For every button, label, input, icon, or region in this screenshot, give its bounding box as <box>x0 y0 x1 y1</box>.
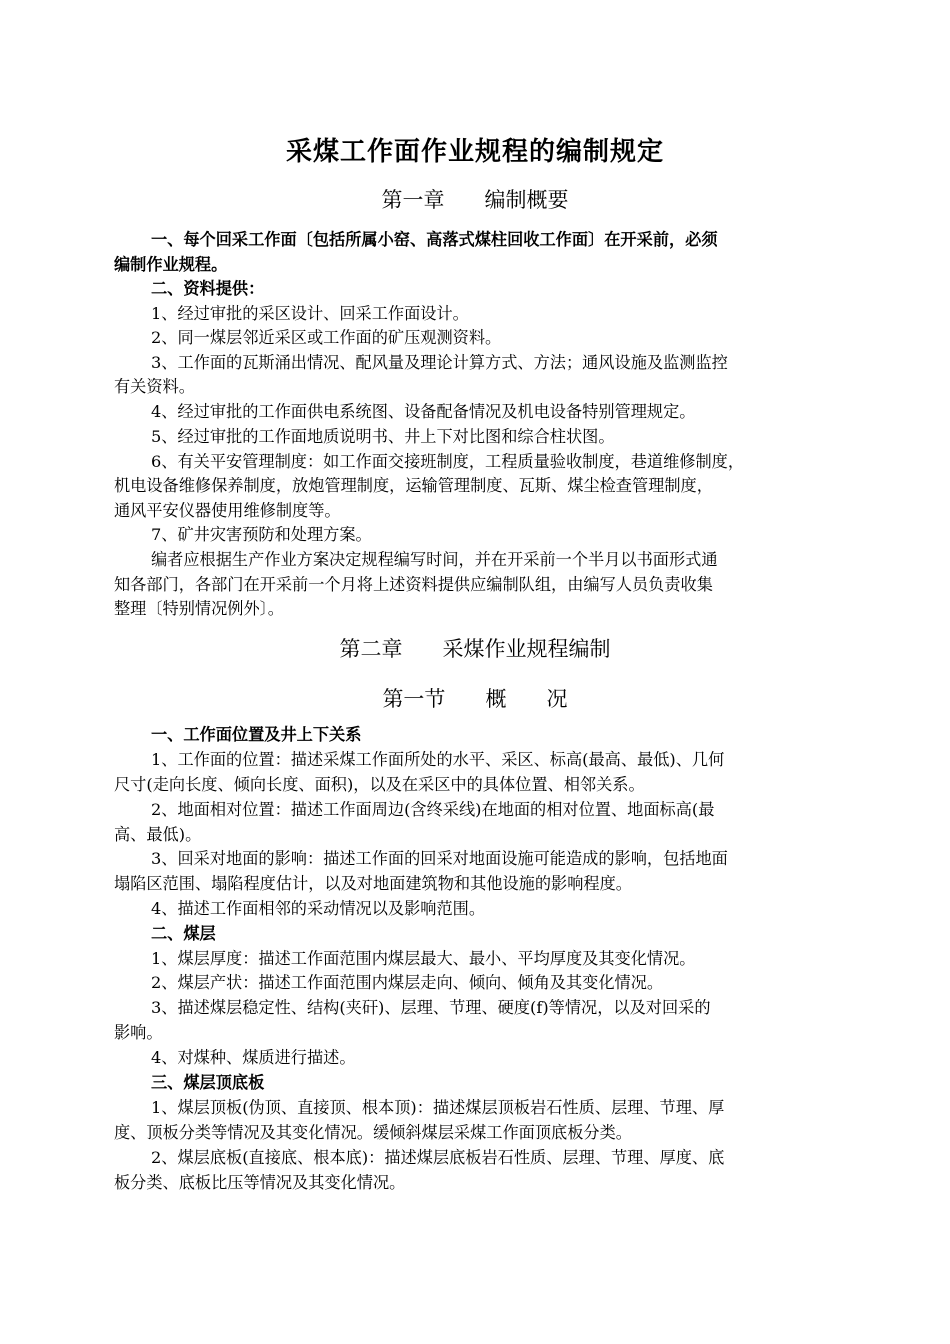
list-item: 尺寸(走向长度、倾向长度、面积)，以及在采区中的具体位置、相邻关系。 <box>114 775 645 794</box>
list-item: 有关资料。 <box>114 377 195 396</box>
list-item: 4、经过审批的工作面供电系统图、设备配备情况及机电设备特别管理规定。 <box>151 402 696 421</box>
section-heading: 二、煤层 <box>151 924 216 943</box>
list-item: 1、经过审批的采区设计、回采工作面设计。 <box>151 304 469 323</box>
paragraph-line: 编者应根据生产作业方案决定规程编写时间，并在开采前一个半月以书面形式通 <box>151 550 718 569</box>
list-item: 1、煤层厚度：描述工作面范围内煤层最大、最小、平均厚度及其变化情况。 <box>151 949 696 968</box>
paragraph-line: 知各部门，各部门在开采前一个月将上述资料提供应编制队组，由编写人员负责收集 <box>114 575 713 594</box>
list-item: 3、回采对地面的影响：描述工作面的回采对地面设施可能造成的影响，包括地面 <box>151 849 728 868</box>
paragraph-line: 整理〔特别情况例外〕。 <box>114 599 284 618</box>
list-item: 4、描述工作面相邻的采动情况以及影响范围。 <box>151 899 486 918</box>
list-item: 影响。 <box>114 1023 163 1042</box>
list-item: 2、同一煤层邻近采区或工作面的矿压观测资料。 <box>151 328 502 347</box>
list-item: 机电设备维修保养制度，放炮管理制度，运输管理制度、瓦斯、煤尘检查管理制度， <box>114 476 713 495</box>
list-item: 3、描述煤层稳定性、结构(夹矸)、层理、节理、硬度(f)等情况，以及对回采的 <box>151 998 711 1017</box>
list-item: 塌陷区范围、塌陷程度估计，以及对地面建筑物和其他设施的影响程度。 <box>114 874 632 893</box>
list-item: 2、煤层底板(直接底、根本底)：描述煤层底板岩石性质、层理、节理、厚度、底 <box>151 1148 725 1167</box>
list-item: 5、经过审批的工作面地质说明书、井上下对比图和综合柱状图。 <box>151 427 615 446</box>
section-heading: 三、煤层顶底板 <box>151 1073 265 1092</box>
list-item: 4、对煤种、煤质进行描述。 <box>151 1048 356 1067</box>
section-heading: 二、资料提供： <box>151 279 265 298</box>
list-item: 7、矿井灾害预防和处理方案。 <box>151 525 372 544</box>
list-item: 2、煤层产状：描述工作面范围内煤层走向、倾向、倾角及其变化情况。 <box>151 973 664 992</box>
section-heading: 一、工作面位置及井上下关系 <box>151 725 362 744</box>
list-item: 1、煤层顶板(伪顶、直接顶、根本顶)：描述煤层顶板岩石性质、层理、节理、厚 <box>151 1098 725 1117</box>
paragraph-line: 一、每个回采工作面〔包括所属小窑、高落式煤柱回收工作面〕在开采前，必须 <box>151 230 718 249</box>
chapter-heading: 第二章 采煤作业规程编制 <box>339 637 611 661</box>
section-title: 第一节 概 况 <box>382 687 568 711</box>
list-item: 1、工作面的位置：描述采煤工作面所处的水平、采区、标高(最高、最低)、几何 <box>151 750 725 769</box>
list-item: 度、顶板分类等情况及其变化情况。缓倾斜煤层采煤工作面顶底板分类。 <box>114 1123 632 1142</box>
list-item: 6、有关平安管理制度：如工作面交接班制度，工程质量验收制度，巷道维修制度， <box>151 452 745 471</box>
list-item: 高、最低)。 <box>114 825 202 844</box>
paragraph-line: 编制作业规程。 <box>114 255 228 274</box>
list-item: 2、地面相对位置：描述工作面周边(含终采线)在地面的相对位置、地面标高(最 <box>151 800 715 819</box>
list-item: 3、工作面的瓦斯涌出情况、配风量及理论计算方式、方法；通风设施及监测监控 <box>151 353 728 372</box>
document-title: 采煤工作面作业规程的编制规定 <box>285 137 664 167</box>
list-item: 通风平安仪器使用维修制度等。 <box>114 501 341 520</box>
list-item: 板分类、底板比压等情况及其变化情况。 <box>114 1173 406 1192</box>
chapter-heading: 第一章 编制概要 <box>381 188 569 212</box>
